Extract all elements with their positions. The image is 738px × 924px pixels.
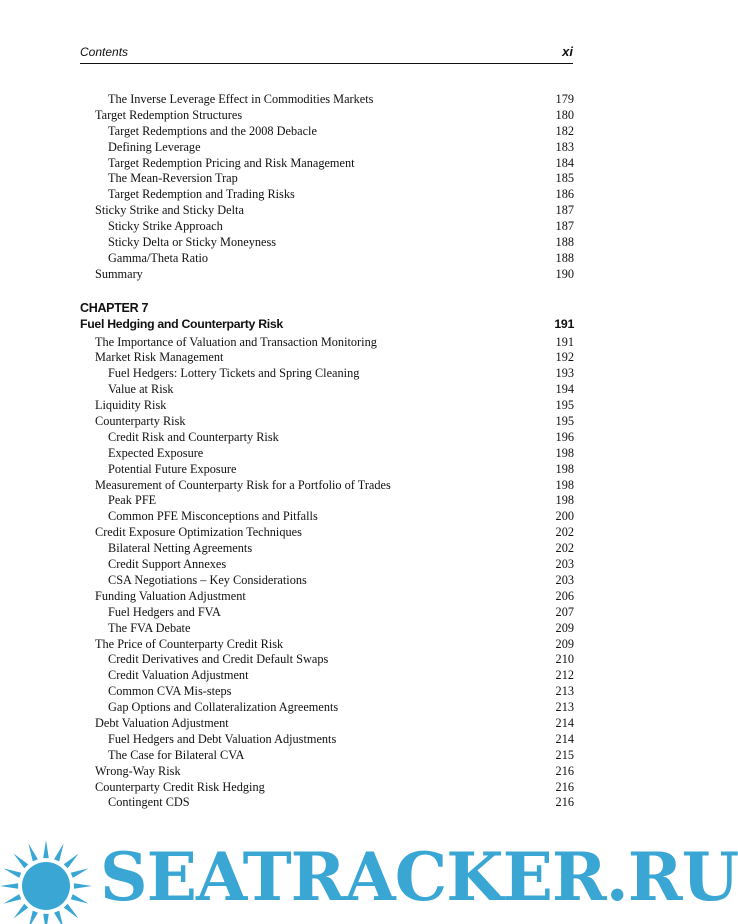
toc-entry-title: Debt Valuation Adjustment bbox=[95, 715, 229, 730]
toc-entry-page: 202 bbox=[555, 541, 574, 556]
toc-entry-page: 209 bbox=[555, 620, 574, 635]
chapter-page: 191 bbox=[554, 316, 574, 331]
toc-entry bbox=[80, 335, 574, 351]
toc-entry-title: Fuel Hedgers: Lottery Tickets and Spring Cleaning bbox=[108, 366, 360, 381]
toc-entry-page: 212 bbox=[555, 668, 574, 683]
toc-entry bbox=[80, 795, 574, 811]
toc-entry bbox=[80, 605, 574, 621]
toc-entry-page: 209 bbox=[555, 636, 574, 651]
toc-entry-title: Sticky Strike Approach bbox=[108, 219, 223, 234]
toc-entry bbox=[80, 140, 574, 156]
toc-entry-page: 180 bbox=[555, 107, 574, 122]
toc-entry-page: 200 bbox=[555, 509, 574, 524]
toc-entry-page: 194 bbox=[555, 382, 574, 397]
chapter-label: CHAPTER 7 bbox=[80, 300, 149, 315]
toc-entry-title: The Inverse Leverage Effect in Commodities Markets bbox=[108, 92, 374, 106]
toc-entry bbox=[80, 414, 574, 430]
toc-entry-page: 215 bbox=[555, 747, 574, 762]
toc-entry-title: The FVA Debate bbox=[108, 620, 191, 635]
toc-entry-title: Common CVA Mis-steps bbox=[108, 684, 232, 699]
sun-logo-icon bbox=[0, 828, 104, 924]
toc-entry-page: 187 bbox=[555, 219, 574, 234]
toc-entry-page: 213 bbox=[555, 700, 574, 715]
toc-entry bbox=[80, 652, 574, 668]
toc-entry-page: 188 bbox=[555, 250, 574, 265]
toc-entry-title: Credit Exposure Optimization Techniques bbox=[95, 525, 302, 540]
toc-entry-title: CSA Negotiations – Key Considerations bbox=[108, 572, 307, 587]
toc-entry-page: 179 bbox=[555, 92, 574, 106]
toc-entry bbox=[80, 668, 574, 684]
toc-entry-page: 198 bbox=[555, 445, 574, 460]
toc-entry-page: 202 bbox=[555, 525, 574, 540]
toc-entry-page: 210 bbox=[555, 652, 574, 667]
toc-entry-title: Sticky Strike and Sticky Delta bbox=[95, 203, 244, 218]
toc-entry bbox=[80, 430, 574, 446]
toc-entry bbox=[80, 716, 574, 732]
toc-entry-page: 188 bbox=[555, 235, 574, 250]
watermark bbox=[0, 822, 738, 922]
page-number: xi bbox=[562, 44, 573, 59]
toc-entry-page: 198 bbox=[555, 461, 574, 476]
toc-entry-page: 195 bbox=[555, 414, 574, 429]
toc-entry-page: 190 bbox=[555, 266, 574, 281]
toc-entry bbox=[80, 350, 574, 366]
toc-entry-title: Credit Derivatives and Credit Default Swaps bbox=[108, 652, 329, 667]
toc-entry-title: The Price of Counterparty Credit Risk bbox=[95, 636, 284, 651]
toc-entry-title: Common PFE Misconceptions and Pitfalls bbox=[108, 509, 318, 524]
toc-entry-title: The Mean-Reversion Trap bbox=[108, 171, 238, 186]
toc-entry-title: Target Redemptions and the 2008 Debacle bbox=[108, 123, 317, 138]
toc-entry bbox=[80, 684, 574, 700]
toc-entry-title: Target Redemption Pricing and Risk Management bbox=[108, 155, 355, 170]
toc-entry-page: 206 bbox=[555, 588, 574, 603]
toc-entry bbox=[80, 493, 574, 509]
toc-entry bbox=[80, 171, 574, 187]
toc-entry bbox=[80, 478, 574, 494]
toc-entry bbox=[80, 108, 574, 124]
toc-entry bbox=[80, 366, 574, 382]
toc-entry bbox=[80, 235, 574, 251]
toc-entry-title: Funding Valuation Adjustment bbox=[95, 588, 246, 603]
toc-entry bbox=[80, 573, 574, 589]
toc-entry bbox=[80, 509, 574, 525]
toc-entry-title: The Importance of Valuation and Transaction Monitoring bbox=[95, 334, 377, 349]
toc-entry bbox=[80, 187, 574, 203]
toc-entry bbox=[80, 621, 574, 637]
watermark-text: SEATRACKER.RU bbox=[100, 838, 738, 916]
chapter-title: Fuel Hedging and Counterparty Risk bbox=[80, 316, 283, 331]
toc-entry-title: Summary bbox=[95, 266, 143, 281]
toc-entry-title: Bilateral Netting Agreements bbox=[108, 541, 253, 556]
toc-entry bbox=[80, 251, 574, 267]
toc-entry bbox=[80, 446, 574, 462]
toc-entry bbox=[80, 557, 574, 573]
toc-entry-title: Peak PFE bbox=[108, 493, 157, 508]
toc-entry-title: Credit Valuation Adjustment bbox=[108, 668, 249, 683]
toc-entry-page: 184 bbox=[555, 155, 574, 170]
toc-entry-page: 207 bbox=[555, 604, 574, 619]
toc-entry-title: Target Redemption and Trading Risks bbox=[108, 187, 295, 202]
chapter-title-row bbox=[80, 317, 574, 333]
toc-entry bbox=[80, 780, 574, 796]
toc-entry-page: 214 bbox=[555, 715, 574, 730]
toc-entry-title: Measurement of Counterparty Risk for a Portfolio of Trades bbox=[95, 477, 391, 492]
toc-entry bbox=[80, 732, 574, 748]
toc-entry bbox=[80, 764, 574, 780]
toc-entry bbox=[80, 748, 574, 764]
toc-entry-title: Expected Exposure bbox=[108, 445, 204, 460]
toc-entry-title: Fuel Hedgers and Debt Valuation Adjustments bbox=[108, 731, 337, 746]
toc-entry-title: Value at Risk bbox=[108, 382, 174, 397]
toc-entry-title: Counterparty Credit Risk Hedging bbox=[95, 779, 265, 794]
toc-entry bbox=[80, 124, 574, 140]
toc-entry-title: Liquidity Risk bbox=[95, 398, 167, 413]
toc-entry-title: Credit Support Annexes bbox=[108, 557, 227, 572]
toc-entry-page: 182 bbox=[555, 123, 574, 138]
toc-entry-title: Target Redemption Structures bbox=[95, 107, 243, 122]
toc-entry-page: 198 bbox=[555, 493, 574, 508]
toc-entry-page: 203 bbox=[555, 572, 574, 587]
toc-entry bbox=[80, 219, 574, 235]
toc-entry-page: 196 bbox=[555, 429, 574, 444]
toc-entry-page: 192 bbox=[555, 350, 574, 365]
toc-entry-page: 216 bbox=[555, 763, 574, 778]
toc-entry-title: Credit Risk and Counterparty Risk bbox=[108, 429, 279, 444]
toc-entry-page: 214 bbox=[555, 731, 574, 746]
toc-entry bbox=[80, 700, 574, 716]
toc-entry-title: Sticky Delta or Sticky Moneyness bbox=[108, 235, 277, 250]
toc-entry-title: Market Risk Management bbox=[95, 350, 224, 365]
toc-entry-title: Gap Options and Collateralization Agreements bbox=[108, 700, 339, 715]
toc-entry bbox=[80, 525, 574, 541]
toc-entry-page: 213 bbox=[555, 684, 574, 699]
toc-entry bbox=[80, 382, 574, 398]
toc-entry-page: 193 bbox=[555, 366, 574, 381]
toc-entry-page: 185 bbox=[555, 171, 574, 186]
toc-entry bbox=[80, 156, 574, 172]
toc-entry bbox=[80, 92, 574, 108]
page-header bbox=[80, 44, 573, 64]
toc-entry-title: Potential Future Exposure bbox=[108, 461, 237, 476]
toc-entry bbox=[80, 541, 574, 557]
toc-entry bbox=[80, 462, 574, 478]
toc-entry-title: Gamma/Theta Ratio bbox=[108, 250, 209, 265]
toc-entry-page: 186 bbox=[555, 187, 574, 202]
toc-entry-page: 203 bbox=[555, 557, 574, 572]
toc-entry bbox=[80, 203, 574, 219]
running-head-title: Contents bbox=[80, 45, 129, 59]
header-rule bbox=[80, 63, 573, 64]
toc-entry-page: 216 bbox=[555, 795, 574, 810]
toc-entry-title: Counterparty Risk bbox=[95, 414, 186, 429]
toc-entry-title: The Case for Bilateral CVA bbox=[108, 747, 245, 762]
toc-entry-title: Wrong-Way Risk bbox=[95, 763, 181, 778]
toc-entry-page: 187 bbox=[555, 203, 574, 218]
toc-entry-title: Fuel Hedgers and FVA bbox=[108, 604, 221, 619]
toc-entry bbox=[80, 589, 574, 605]
toc-entry bbox=[80, 398, 574, 414]
toc-entry-page: 191 bbox=[555, 334, 574, 349]
toc-entry-title: Contingent CDS bbox=[108, 795, 190, 810]
toc-entry-page: 195 bbox=[555, 398, 574, 413]
toc-entry bbox=[80, 637, 574, 653]
toc-entry-page: 183 bbox=[555, 139, 574, 154]
toc-entry bbox=[80, 267, 574, 283]
toc-entry-page: 216 bbox=[555, 779, 574, 794]
table-of-contents bbox=[80, 92, 574, 811]
toc-entry-title: Defining Leverage bbox=[108, 139, 201, 154]
toc-entry-page: 198 bbox=[555, 477, 574, 492]
